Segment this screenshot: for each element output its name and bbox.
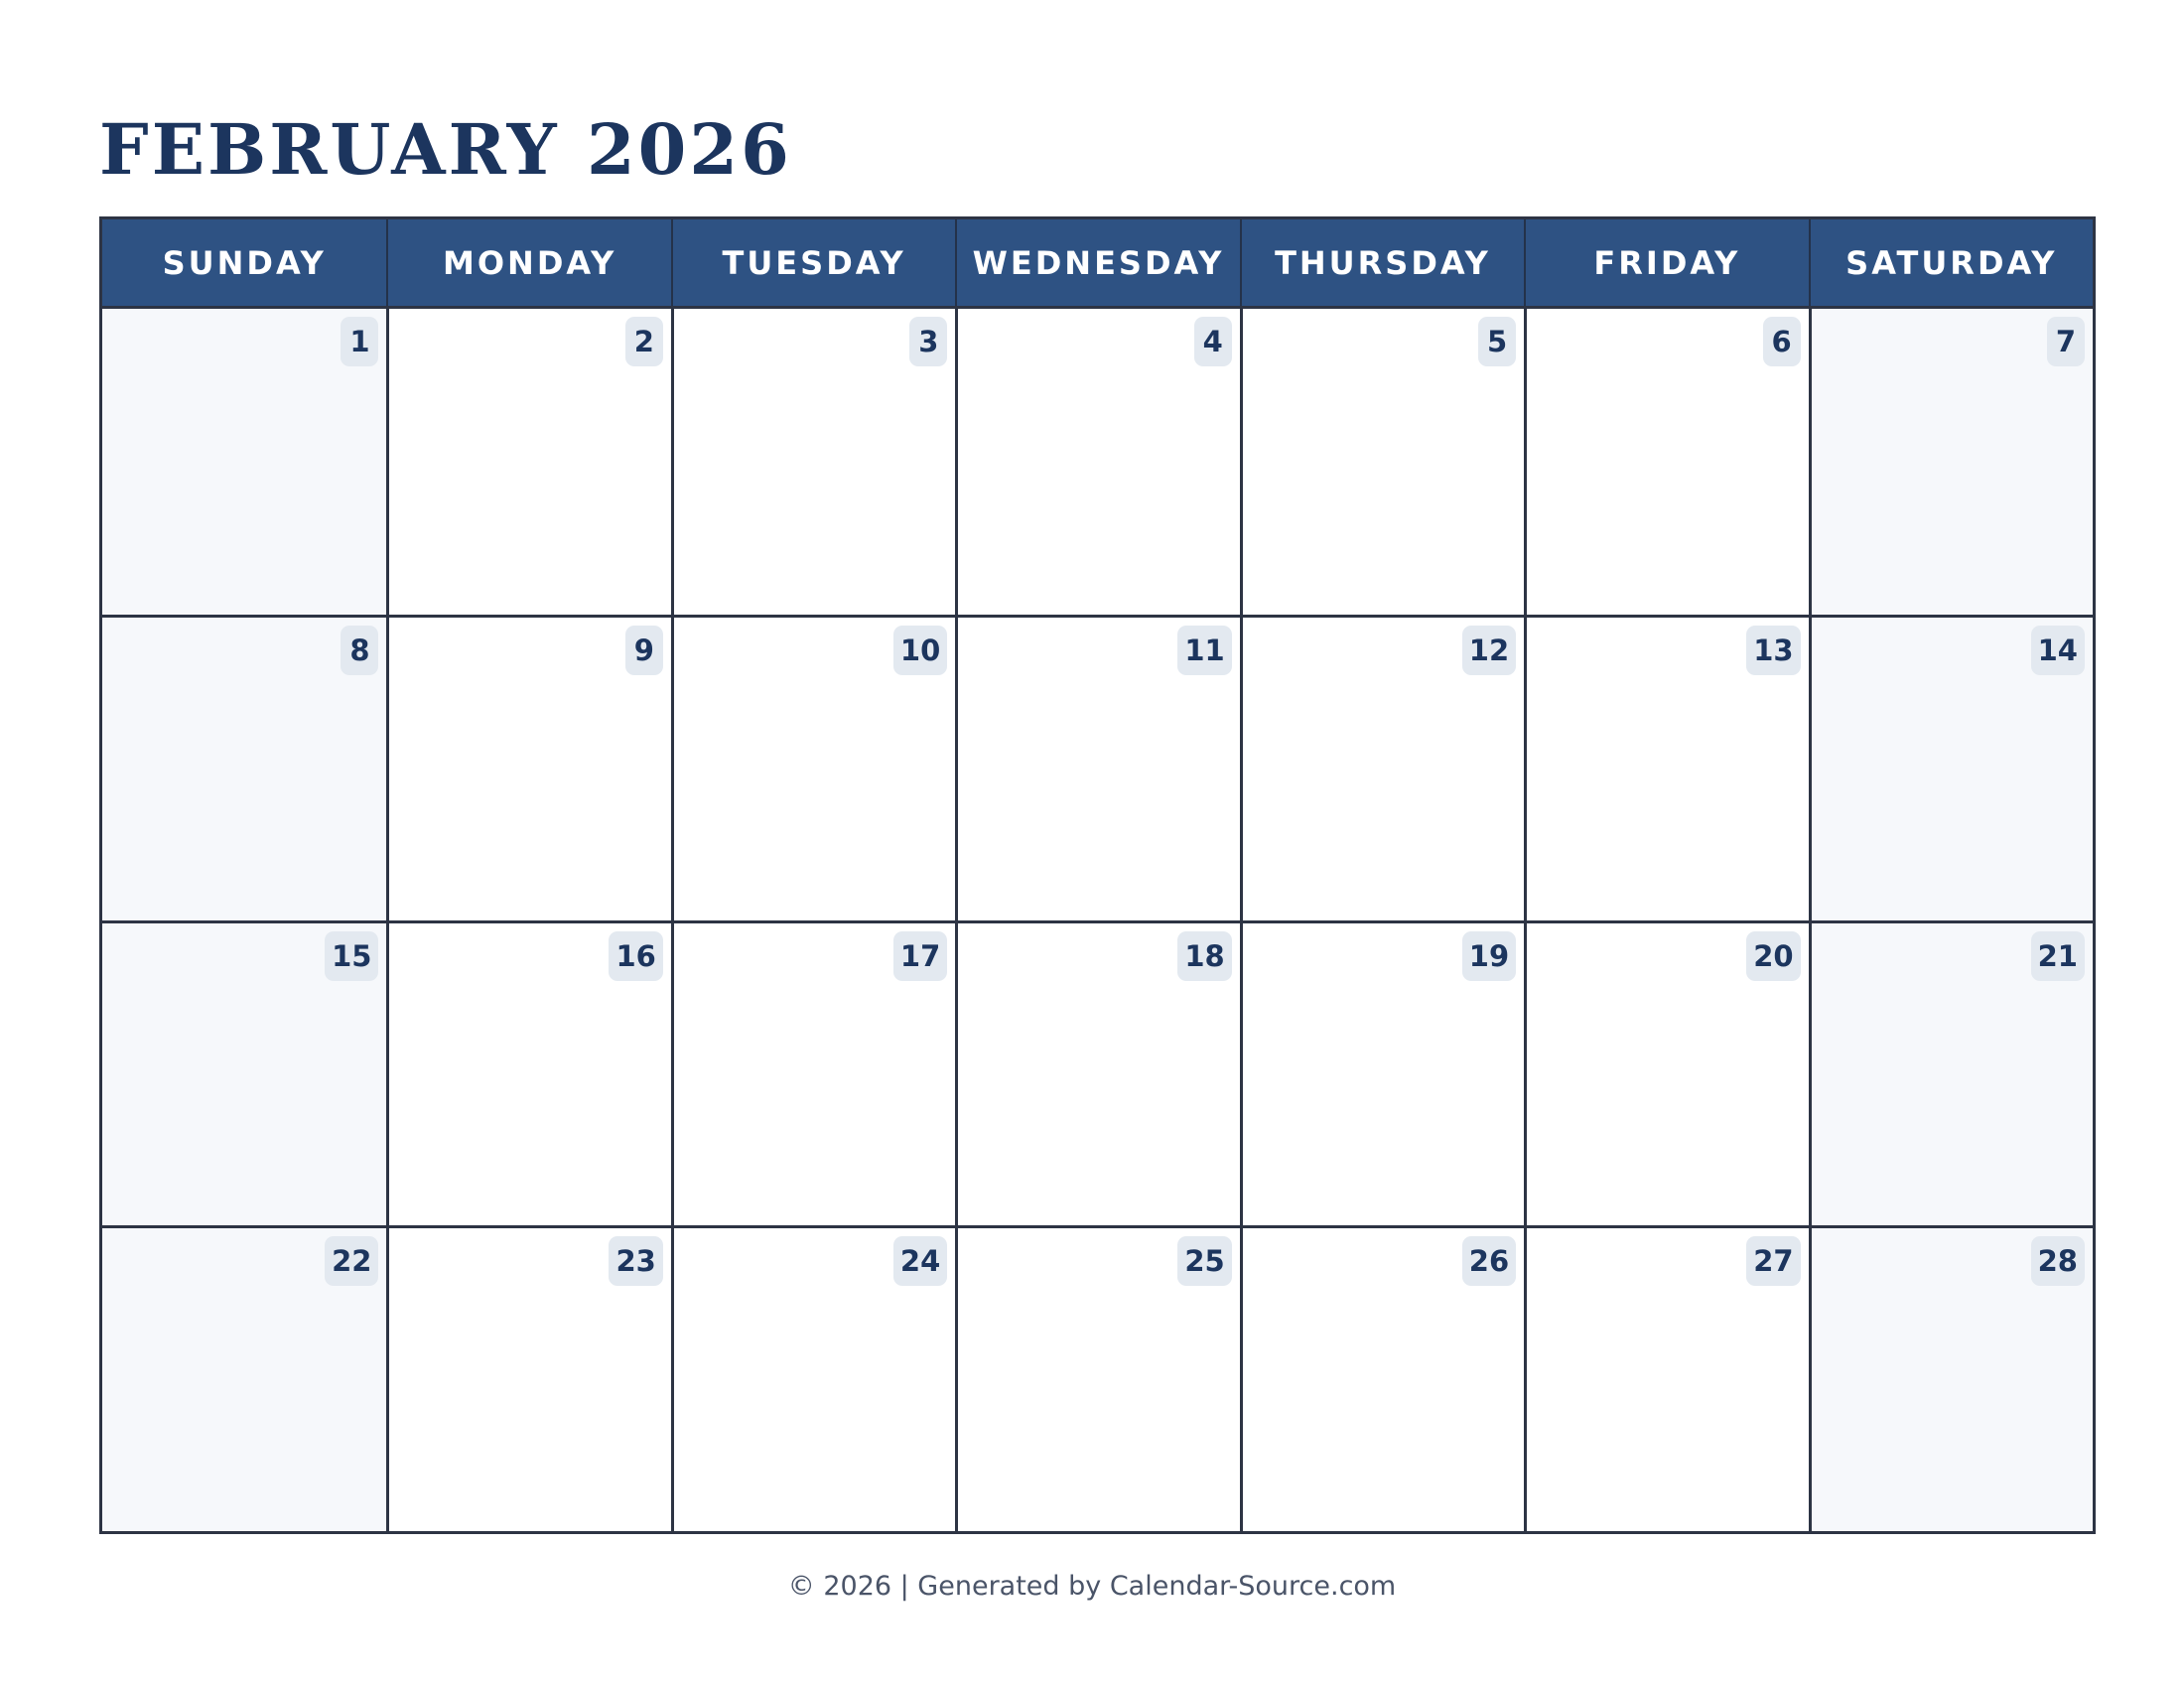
day-cell[interactable] — [386, 309, 670, 615]
date-number-badge: 7 — [2047, 317, 2085, 366]
date-number-badge: 11 — [1177, 626, 1231, 675]
month-title: FEBRUARY 2026 — [99, 108, 792, 191]
date-number-badge: 6 — [1763, 317, 1801, 366]
day-cell[interactable] — [671, 309, 955, 615]
date-number-badge: 15 — [325, 931, 378, 981]
day-cell[interactable] — [955, 1225, 1239, 1531]
date-number-badge: 10 — [893, 626, 947, 675]
day-cell[interactable] — [1240, 920, 1524, 1226]
weekday-thursday: THURSDAY — [1240, 219, 1524, 306]
date-number-badge: 20 — [1746, 931, 1800, 981]
weekday-tuesday: TUESDAY — [671, 219, 955, 306]
day-cell[interactable] — [1524, 1225, 1808, 1531]
date-number-badge: 18 — [1177, 931, 1231, 981]
day-cell[interactable] — [102, 1225, 386, 1531]
date-number-badge: 2 — [625, 317, 663, 366]
date-number-badge: 16 — [609, 931, 662, 981]
day-cell[interactable] — [102, 615, 386, 920]
weekday-header-row — [102, 219, 2093, 306]
day-cell[interactable] — [386, 920, 670, 1226]
day-cell[interactable] — [1240, 615, 1524, 920]
day-cell[interactable] — [955, 920, 1239, 1226]
day-cell[interactable] — [386, 615, 670, 920]
day-cell[interactable] — [1524, 309, 1808, 615]
date-number-badge: 28 — [2031, 1236, 2085, 1286]
day-cell[interactable] — [955, 615, 1239, 920]
date-number-badge: 25 — [1177, 1236, 1231, 1286]
date-number-badge: 4 — [1194, 317, 1232, 366]
day-cell[interactable] — [1240, 1225, 1524, 1531]
weekday-sunday: SUNDAY — [162, 243, 327, 282]
weekday-wednesday: WEDNESDAY — [955, 219, 1239, 306]
date-number-badge: 22 — [325, 1236, 378, 1286]
date-number-badge: 13 — [1746, 626, 1800, 675]
day-cell[interactable] — [671, 1225, 955, 1531]
date-number-badge: 17 — [893, 931, 947, 981]
day-cell[interactable] — [1240, 309, 1524, 615]
weekday-monday: MONDAY — [386, 219, 670, 306]
date-number-badge: 3 — [909, 317, 947, 366]
date-number-badge: 19 — [1462, 931, 1516, 981]
date-number-badge: 26 — [1462, 1236, 1516, 1286]
date-number-badge: 21 — [2031, 931, 2085, 981]
date-number-badge: 27 — [1746, 1236, 1800, 1286]
day-cell[interactable] — [102, 920, 386, 1226]
day-cell[interactable] — [1524, 920, 1808, 1226]
date-number-badge: 24 — [893, 1236, 947, 1286]
weekday-saturday: SATURDAY — [1809, 219, 2093, 306]
weekday-friday: FRIDAY — [1524, 219, 1808, 306]
date-number-badge: 8 — [341, 626, 378, 675]
day-cell[interactable] — [671, 615, 955, 920]
day-cell[interactable] — [1809, 309, 2093, 615]
date-number-badge: 1 — [341, 317, 378, 366]
day-cell[interactable] — [1809, 1225, 2093, 1531]
day-cell[interactable] — [1524, 615, 1808, 920]
date-number-badge: 14 — [2031, 626, 2085, 675]
date-number-badge: 23 — [609, 1236, 662, 1286]
day-cell[interactable] — [1809, 920, 2093, 1226]
weeks-grid — [102, 306, 2093, 1531]
date-number-badge: 12 — [1462, 626, 1516, 675]
day-cell[interactable] — [1809, 615, 2093, 920]
day-cell[interactable] — [671, 920, 955, 1226]
date-number-badge: 9 — [625, 626, 663, 675]
day-cell[interactable] — [386, 1225, 670, 1531]
calendar-grid — [99, 216, 2096, 1534]
day-cell[interactable] — [955, 309, 1239, 615]
date-number-badge: 5 — [1478, 317, 1516, 366]
day-cell[interactable] — [102, 309, 386, 615]
footer-credit: © 2026 | Generated by Calendar-Source.com — [787, 1571, 1397, 1602]
